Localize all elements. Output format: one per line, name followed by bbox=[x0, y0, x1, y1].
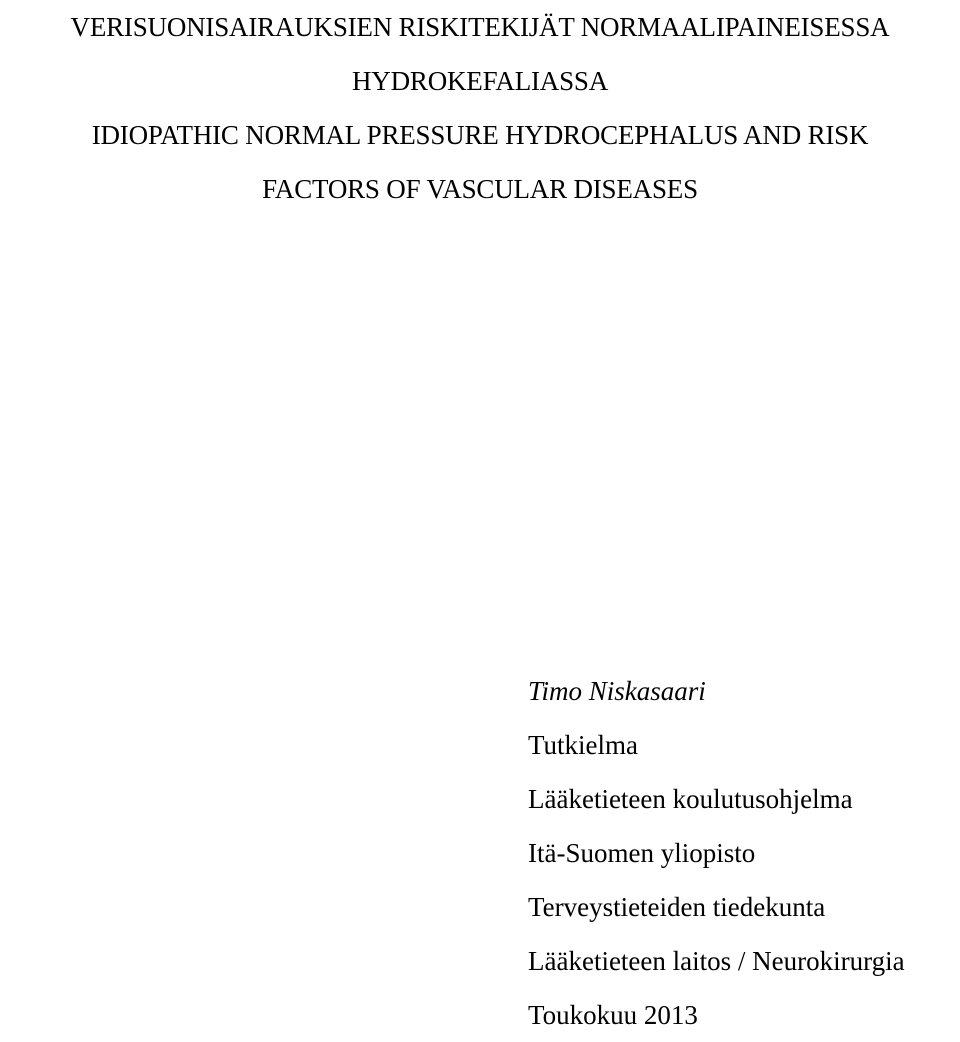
document-type: Tutkielma bbox=[528, 730, 639, 760]
english-title-line-2: FACTORS OF VASCULAR DISEASES bbox=[262, 174, 698, 204]
author-name: Timo Niskasaari bbox=[528, 676, 706, 706]
degree-programme: Lääketieteen koulutusohjelma bbox=[528, 784, 853, 814]
finnish-title-line-1: VERISUONISAIRAUKSIEN RISKITEKIJÄT NORMAALIPAINEISESSA bbox=[70, 12, 890, 42]
author-info-block bbox=[528, 664, 960, 1042]
english-title-line-1: IDIOPATHIC NORMAL PRESSURE HYDROCEPHALUS AND RISK bbox=[91, 120, 869, 150]
university-name: Itä-Suomen yliopisto bbox=[528, 838, 756, 868]
department-name: Lääketieteen laitos / Neurokirurgia bbox=[528, 946, 905, 976]
submission-date: Toukokuu 2013 bbox=[528, 1000, 698, 1030]
faculty-name: Terveystieteiden tiedekunta bbox=[528, 892, 826, 922]
thesis-title bbox=[0, 0, 960, 216]
finnish-title-line-2: HYDROKEFALIASSA bbox=[351, 66, 609, 96]
